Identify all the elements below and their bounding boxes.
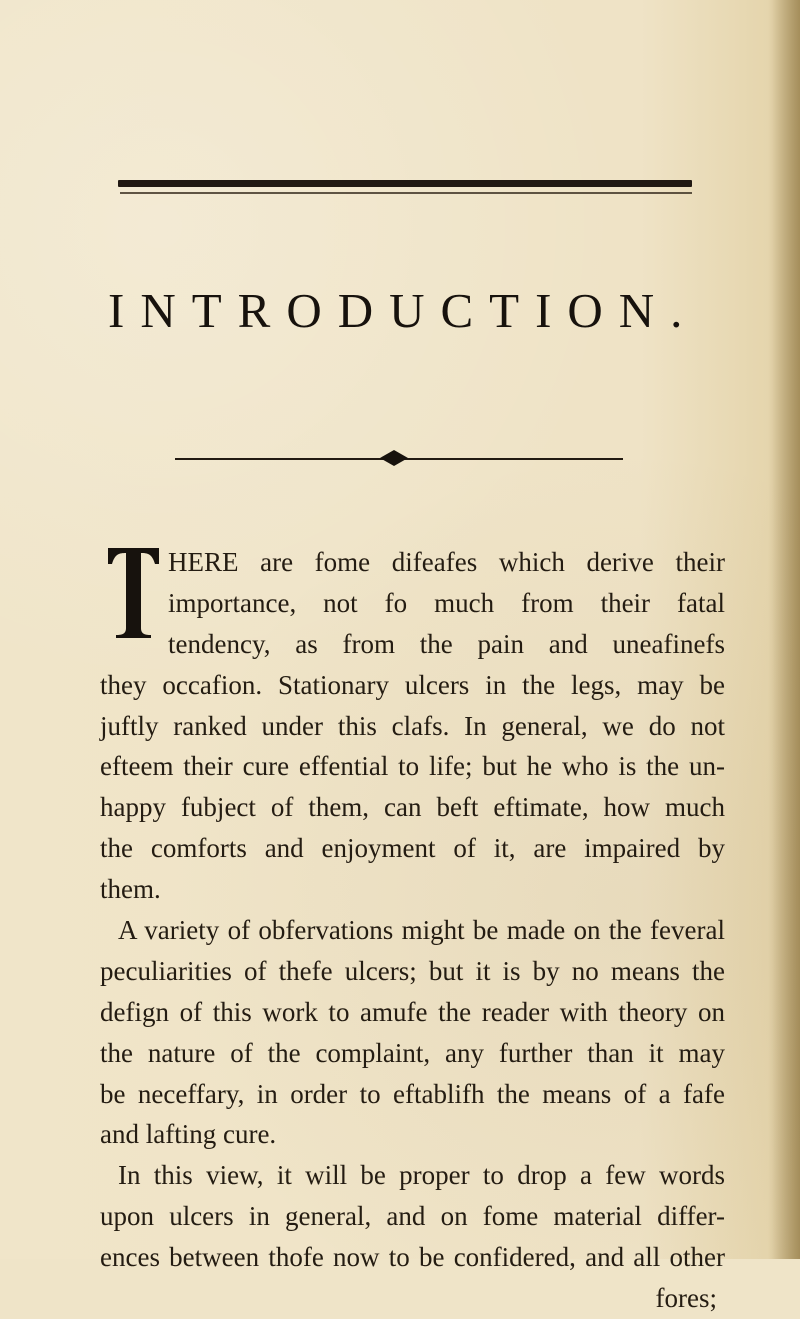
catchword: fores; (655, 1283, 717, 1314)
top-thin-rule (120, 192, 692, 194)
drop-cap-t-icon (106, 546, 161, 640)
introduction-text (100, 542, 725, 1319)
rule-diamond-icon (380, 450, 408, 466)
paragraph-line: ences between thofe now to be confidered, and all other (100, 1242, 725, 1273)
top-thick-rule (118, 180, 692, 187)
paragraph-line: the comforts and enjoyment of it, are impaired by (100, 833, 725, 864)
paragraph-line: be neceffary, in order to eftablifh the means of a fafe (100, 1078, 725, 1109)
paragraph-line: importance, not fo much from their fatal (168, 587, 725, 618)
paragraph-line: defign of this work to amufe the reader with theory on (100, 996, 725, 1027)
page-edge-shadow (772, 0, 800, 1259)
paragraph-line: efteem their cure effential to life; but he who is the un- (100, 751, 725, 782)
paragraph-line: the nature of the complaint, any further than it may (100, 1037, 725, 1068)
paragraph-line: happy fubject of them, can beft eftimate, how much (100, 792, 725, 823)
paragraph-line: In this view, it will be proper to drop a few words (118, 1160, 725, 1191)
paragraph-line: they occafion. Stationary ulcers in the legs, may be (100, 669, 725, 700)
introduction-heading: INTRODUCTION. (108, 283, 699, 338)
paragraph-line: peculiarities of thefe ulcers; but it is by no means the (100, 955, 725, 986)
paragraph-line: them. (100, 874, 161, 905)
paragraph-line: juftly ranked under this clafs. In general, we do not (100, 710, 725, 741)
paragraph-line: HERE are fome difeafes which derive their (168, 547, 725, 577)
paragraph-line: upon ulcers in general, and on fome material differ- (100, 1201, 725, 1232)
paragraph-line: tendency, as from the pain and uneafinefs (168, 628, 725, 659)
paragraph-line: A variety of obfervations might be made on the feveral (118, 915, 725, 946)
paragraph-line: and lafting cure. (100, 1119, 277, 1150)
